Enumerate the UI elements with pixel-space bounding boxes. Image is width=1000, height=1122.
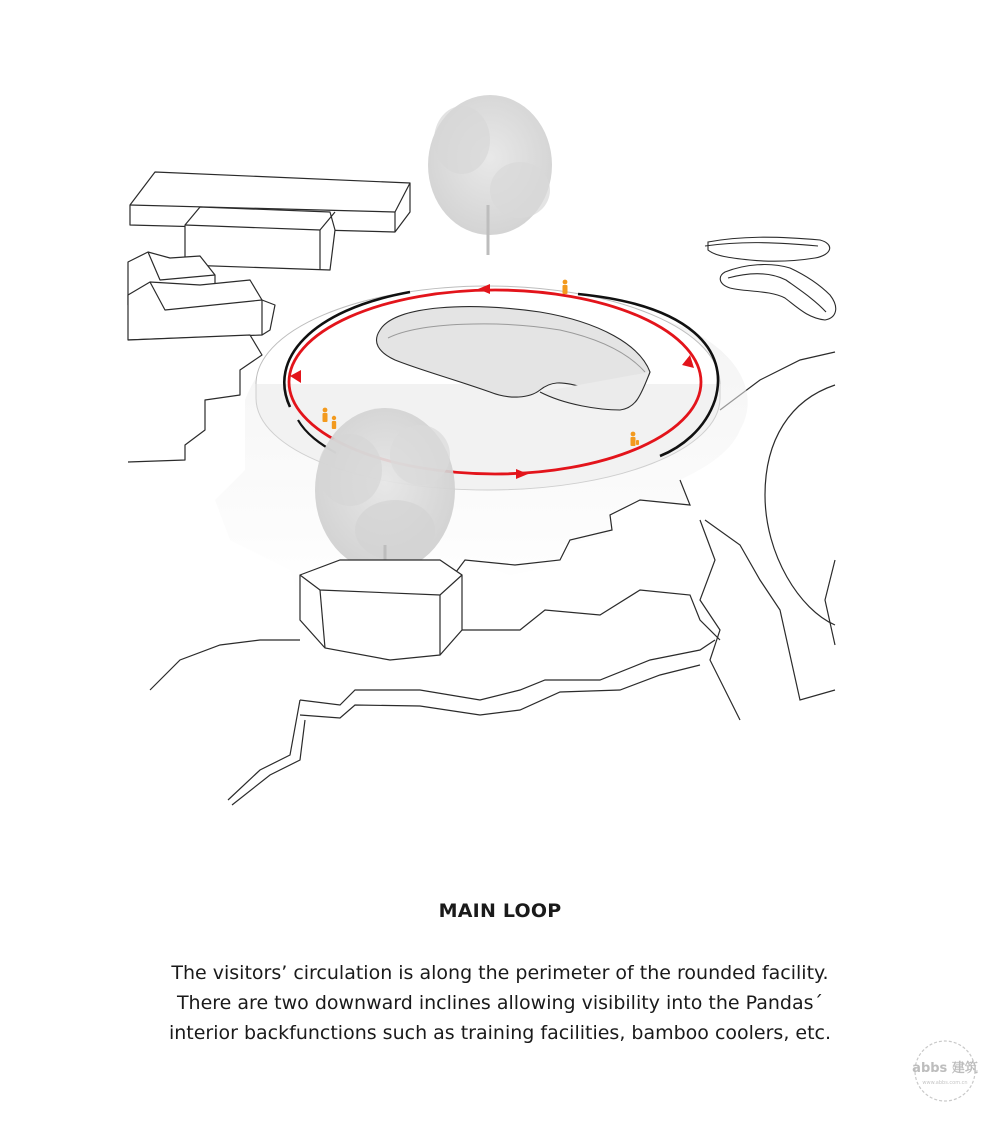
planter-box [300, 560, 462, 660]
tree-top-icon [428, 95, 552, 255]
caption-line: interior backfunctions such as training facilities, bamboo coolers, etc. [168, 1022, 832, 1044]
caption-body [60, 958, 940, 1048]
watermark-logo [908, 1034, 982, 1108]
pond-outline [705, 237, 836, 320]
watermark-text: abbs 建筑 [912, 1061, 978, 1076]
caption-line: The visitors’ circulation is along the perimeter of the rounded facility. [171, 962, 829, 984]
visitor-icon [332, 416, 336, 429]
caption-title: MAIN LOOP [438, 900, 562, 922]
watermark-url: www.abbs.com.cn [922, 1080, 968, 1086]
visitor-icon [323, 408, 328, 422]
caption-line: There are two downward inclines allowing visibility into the Pandas´ [176, 992, 824, 1014]
visitor-icon [563, 280, 568, 294]
